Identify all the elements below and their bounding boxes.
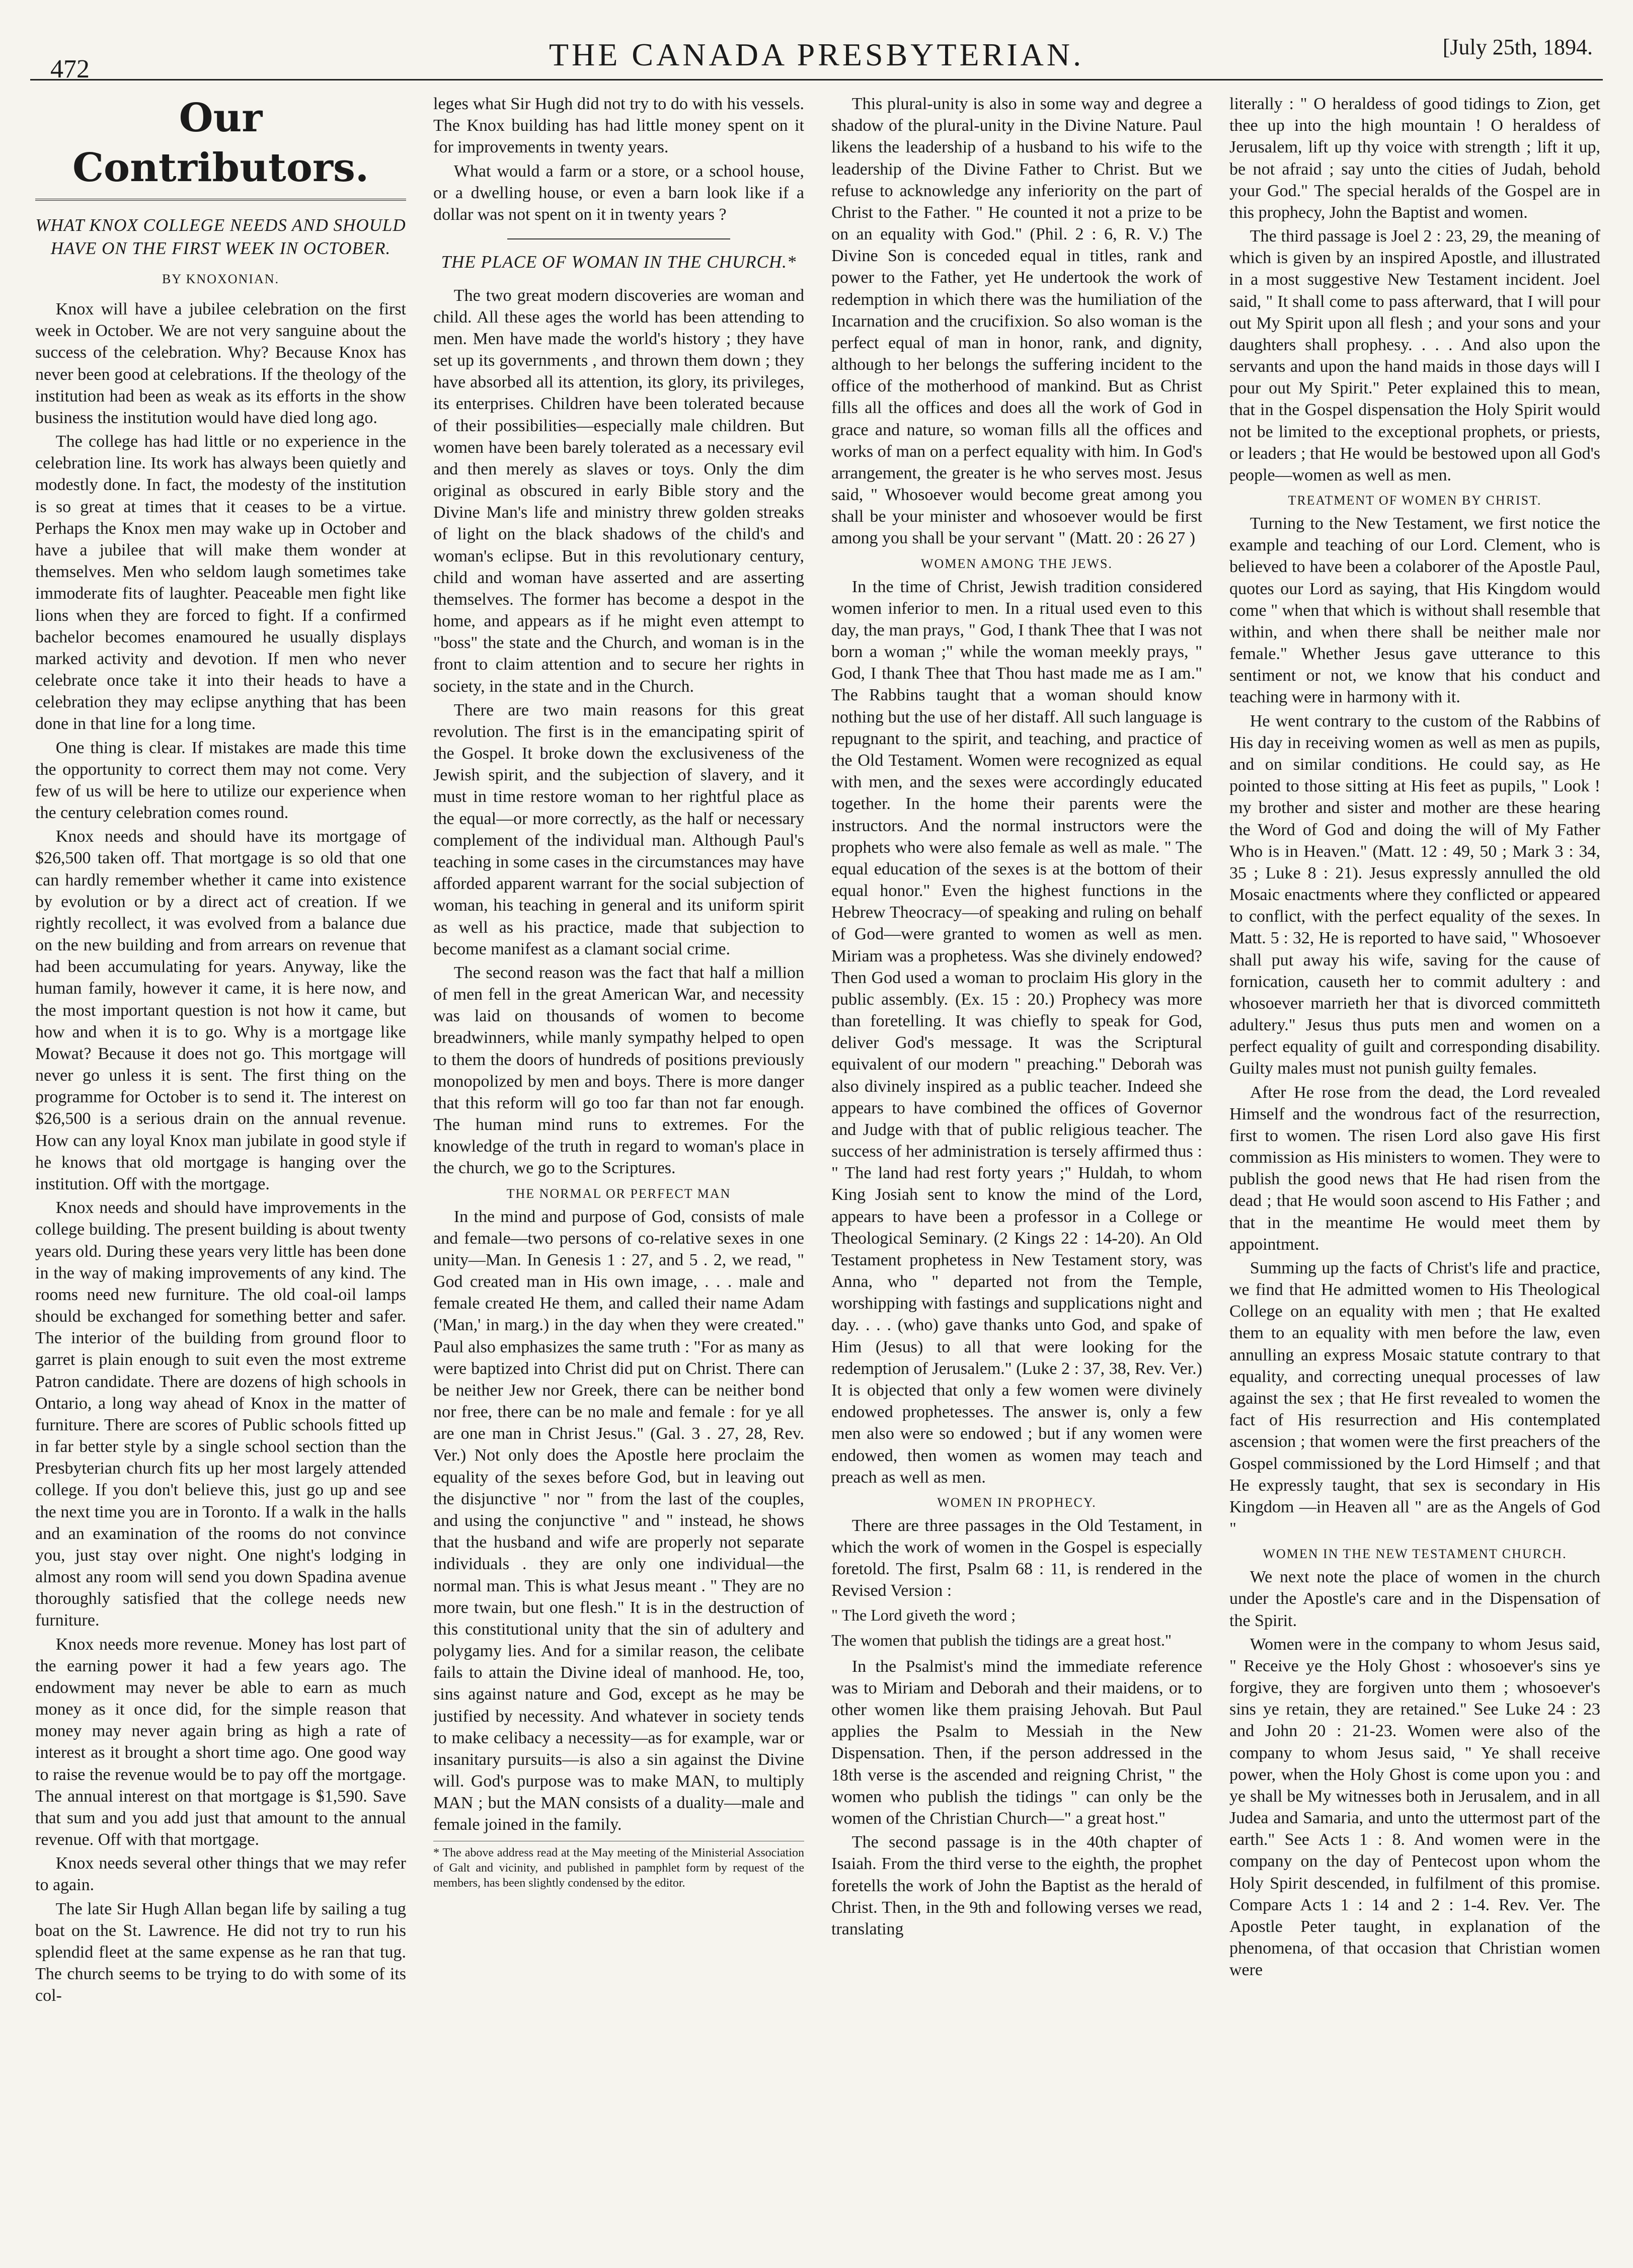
byline: BY KNOXONIAN. (162, 272, 280, 287)
column-1 (35, 93, 406, 2251)
paragraph: The college has had little or no experience in the celebration line. Its work has always been quietly and modestly done. In fact, the modesty of the institution is so great at times that it ceases to be a virtue. Perhaps the Knox men may wake up in October and have a jubilee that will make them wonder at themselves. Men who seldom laugh sometimes take immoderate fits of laughter. Peaceable men fight like lions when they are forced to fight. If a confirmed bachelor becomes enamoured he usually displays marked activity and devotion. If men who never celebrate once take it into their heads to have a celebration they may eclipse anything that has been done in that line for a long time. (35, 432, 406, 734)
column-3 (831, 93, 1202, 2251)
paragraph: We next note the place of women in the church under the Apostle's care and in the Dispensation of the Spirit. (1229, 1568, 1600, 1630)
paragraph: The two great modern discoveries are woman and child. All these ages the world has been attending to men. Men have made the world's history ; they have set up its governments , and thrown them down ; they have absorbed all its attention, its glory, its privileges, its enterprises. Children have been tolerated because of their possibilities—especially male children. But women have been barely tolerated as a necessary evil and then merely as slaves or toys. Only the dim original as obscured in early Bible story and the Divine Man's life and ministry threw golden streaks of light on the black shadows of the child's and woman's eclipse. But in this revolutionary century, child and woman have asserted and are asserting themselves. The former has become a despot in the home, and appears as if he might even attempt to "boss" the state and the Church, and woman is in the front to claim attention and to secure her rights in society, in the state and in the Church. (433, 286, 804, 696)
paragraph: There are three passages in the Old Testament, in which the work of women in the Gospel is especially foretold. The first, Psalm 68 : 11, is rendered in the Revised Version : (831, 1516, 1202, 1600)
column-4 (1229, 93, 1600, 2251)
paragraph: The third passage is Joel 2 : 23, 29, the meaning of which is given by an inspired Apostle, and illustrated in a most suggestive New Testament incident. Joel said, " It shall come to pass afterward, that I will pour out My Spirit upon all flesh ; and your sons and your daughters shall prophesy. . . . And also upon the servants and upon the hand maids in those days will I pour out My Spirit." Peter explained this to mean, that in the Gospel dispensation the Holy Spirit would not be limited to the exceptional prophets, or priests, or leaders ; that He would be bestowed upon all God's people—women as well as men. (1229, 227, 1600, 484)
paragraph: literally : " O heraldess of good tidings to Zion, get thee up into the high mountain ! O heraldess of Jerusalem, lift up thy voice with strength ; lift it up, be not afraid ; say unto the cities of Judah, behold your God." The special heralds of the Gospel are in this prophecy, John the Baptist and women. (1229, 95, 1600, 222)
article-title-knox: WHAT KNOX COLLEGE NEEDS AND SHOULD HAVE ON THE FIRST WEEK IN OCTOBER. (35, 215, 406, 258)
subheading: THE NORMAL OR PERFECT MAN (506, 1186, 731, 1201)
quote-line: The women that publish the tidings are a great host." (831, 1631, 1172, 1650)
subheading: WOMEN IN THE NEW TESTAMENT CHURCH. (1263, 1547, 1567, 1562)
paragraph: What would a farm or a store, or a school house, or a dwelling house, or even a barn look like if a dollar was not spent on it in twenty years ? (433, 161, 804, 224)
column-2 (433, 93, 804, 2251)
paragraph: The second reason was the fact that half a million of men fell in the great American War, and necessity was laid on thousands of women to become breadwinners, while manly sympathy helped to open to them the doors of hundreds of positions previously monopolized by men and boys. There is more danger that this reform will go too far than not far enough. The human mind runs to extremes. For the knowledge of the truth in regard to woman's place in the church, we go to the Scriptures. (433, 963, 804, 1178)
paragraph: In the time of Christ, Jewish tradition considered women inferior to men. In a ritual used even to this day, the man prays, " God, I thank Thee that I was not born a woman ;" while the woman meekly prays, " God, I thank Thee that Thou hast made me as I am." The Rabbins taught that a woman should know nothing but the use of her distaff. All such language is repugnant to the spirit, and teaching, and practice of the Old Testament. Women were recognized as equal with men, and the sexes were accordingly educated together. In the home their parents were the instructors. And the normal instructors were the prophets who were also female as well as male. " The equal education of the sexes is at the bottom of their equal honor." Even the highest functions in the Hebrew Theocracy—of speaking and ruling on behalf of God—were granted to women as well as men. Miriam was a prophetess. Was she divinely endowed? Then God used a woman to proclaim His glory in the public assembly. (Ex. 15 : 20.) Prophecy was more than foretelling. It was chiefly to speak for God, deliver God's message. It was the Scriptural equivalent of our modern " preaching." Deborah was also divinely inspired as a public teacher. Indeed she appears to have combined the offices of Governor and Judge with that of public religious teacher. The success of her administration is tersely affirmed thus : " The land had rest forty years ;" Huldah, to whom King Josiah sent to know the mind of the Lord, appears to have been a professor in a College or Theological Seminary. (2 Kings 22 : 14-20). An Old Testament prophetess in New Testament story, was Anna, who " departed not from the Temple, worshipping with fastings and supplications night and day. . . . (who) gave thanks unto God, and spake of Him (Jesus) to all that were looking for the redemption of Jerusalem." (Luke 2 : 37, 38, Rev. Ver.) It is objected that only a few women were divinely endowed prophetesses. The answer is, only a few men also were so endowed ; but if any women were endowed, then women as women may teach and preach as well as men. (831, 577, 1202, 1487)
quote-line: " The Lord giveth the word ; (831, 1605, 1016, 1624)
paragraph: The second passage is in the 40th chapter of Isaiah. From the third verse to the eighth, the prophet foretells the work of John the Baptist as the herald of Christ. Then, in the 9th and following verses we read, translating (831, 1833, 1202, 1938)
paragraph: Summing up the facts of Christ's life and practice, we find that He admitted women to His Theological College on an equality with men ; that He exalted them to an equality with men before the law, even annulling an express Mosaic statute contrary to that equality, and correcting unequal processes of law against the sex ; that He first revealed to women the fact of His resurrection and His contemplated ascension ; that women were the first preachers of the Gospel commissioned by the Lord Himself ; and that He expressly taught, that sex is secondary in His Kingdom —in Heaven all " are as the Angels of God " (1229, 1258, 1600, 1538)
paragraph: After He rose from the dead, the Lord revealed Himself and the wondrous fact of the resurrection, first to women. The risen Lord also gave His first commission as His ministers to women. They were to publish the good news that He had risen from the dead ; that He would soon ascend to His Father ; and that in the meantime He would meet them by appointment. (1229, 1083, 1600, 1254)
masthead (30, 25, 1603, 84)
paragraph: Women were in the company to whom Jesus said, " Receive ye the Holy Ghost : whosoever's sins ye forgive, they are forgiven unto them ; whosoever's sins ye retain, they are retained." See Luke 24 : 23 and John 20 : 21-23. Women were also of the company to whom Jesus said, " Ye shall receive power, when the Holy Ghost is come upon you : and ye shall be My witnesses both in Jerusalem, and in all Judea and Samaria, and unto the uttermost part of the earth." See Acts 1 : 8. And women were in the company on the day of Pentecost upon whom the Holy Spirit descended, in fulfilment of this promise. Compare Acts 1 : 14 and 2 : 1-4. Rev. Ver. The Apostle Peter taught, in explanation of the phenomena, of that occasion that Christian women were (1229, 1635, 1600, 1980)
paragraph: Knox will have a jubilee celebration on the first week in October. We are not very sanguine about the success of the celebration. Why? Because Knox has never been good at celebrations. If the theology of the institution had been as weak as its efforts in the show business the institution would have died long ago. (35, 300, 406, 427)
issue-date: [July 25th, 1894. (1442, 35, 1593, 59)
text-columns (35, 93, 1600, 2251)
page-number: 472 (50, 55, 90, 84)
subheading: TREATMENT OF WOMEN BY CHRIST. (1288, 493, 1542, 508)
paragraph: The late Sir Hugh Allan began life by sailing a tug boat on the St. Lawrence. He did not try to run his splendid fleet at the same expense as he ran that tug. The church seems to be trying to do with some of its col- (35, 1899, 406, 2005)
paragraph: Turning to the New Testament, we first notice the example and teaching of our Lord. Clement, who is believed to have been a colaborer of the Apostle Paul, quotes our Lord as saying, that His Kingdom would come " when that which is without shall resemble that within, and when there shall be neither male nor female." Whether Jesus gave utterance to this sentiment or not, we know that his conduct and teaching were in harmony with it. (1229, 514, 1600, 707)
paragraph: Knox needs and should have its mortgage of $26,500 taken off. That mortgage is so old that one can hardly remember whether it came into existence by evolution or by a direct act of creation. If we rightly recollect, it was evolved from a balance due on the new building and from arrears on revenue that had been accumulating for years. Anyway, like the human family, however it came, it is here now, and the most important question is not how it came, but how and when it is to go. Why is a mortgage like Mowat? Because it does not go. This mortgage will never go unless it is sent. The first thing on the programme for October is to send it. The interest on $26,500 is a serious drain on the annual revenue. How can any loyal Knox man jubilate in good style if he knows that old mortgage is hanging over the institution. Off with the mortgage. (35, 827, 406, 1193)
paragraph: Knox needs and should have improvements in the college building. The present building is about twenty years old. During these years very little has been done in the way of making improvements of any kind. The rooms need new furniture. The old coal-oil lamps should be exchanged for something better and safer. The interior of the building from ground floor to garret is plain enough to suit even the most extreme Patron candidate. There are dozens of high schools in Ontario, a long way ahead of Knox in the matter of furniture. There are scores of Public schools fitted up in far better style by a single school section than the Presbyterian church fits up her most largely attended college. If you don't believe this, just go up and see the next time you are in Toronto. If a walk in the halls and an examination of the rooms do not convince you, just stay over night. One night's lodging in almost any room will send you down Spadina avenue thoroughly satisfied that the college needs new furniture. (35, 1198, 406, 1630)
paragraph: This plural-unity is also in some way and degree a shadow of the plural-unity in the Divine Nature. Paul likens the leadership of a husband to his wife to the leadership of the Divine Father to Christ. But we refuse to acknowledge any inferiority on the part of Christ to the Father. " He counted it not a prize to be on an equality with God." (Phil. 2 : 6, R. V.) The Divine Son is conceded equal in titles, rank and power to the Father, yet He undertook the work of redemption in which there was the humiliation of the Incarnation and the crucifixion. So also woman is the perfect equal of man in honor, rank, and dignity, although to her belongs the suffering incident to the office of the motherhood of mankind. But as Christ fills all the offices and does all the work of God in grace and nature, so woman fills all the offices and works of man on a perfect equality with him. In God's arrangement, the greater is he who serves most. Jesus said, " Whosoever would become great among you shall be your minister and whosoever would be first among you shall be your servant " (Matt. 20 : 26 27 ) (831, 95, 1202, 548)
paper-title: THE CANADA PRESBYTERIAN. (549, 37, 1084, 72)
subheading: WOMEN AMONG THE JEWS. (921, 556, 1113, 571)
section-title: Our Contributors. (35, 93, 406, 201)
paragraph: leges what Sir Hugh did not try to do with his vessels. The Knox building has had little money spent on it for improvements in twenty years. (433, 95, 804, 157)
paragraph: He went contrary to the custom of the Rabbins of His day in receiving women as well as men as pupils, and on similar conditions. He could say, as He pointed to those sitting at His feet as pupils, " Look ! my brother and sister and mother are these hearing the Word of God and doing the will of My Father Who is in Heaven." (Matt. 12 : 49, 50 ; Mark 3 : 34, 35 ; Luke 8 : 21). Jesus expressly annulled the old Mosaic enactments where they conflicted or appeared to conflict, with the perfect equality of the sexes. In Matt. 5 : 32, He is reported to have said, " Whosoever shall put away his wife, saving for the cause of fornication, causeth her to commit adultery : and whosoever marrieth her that is divorced committeth adultery." Jesus thus puts men and women on a perfect equality of guilt and corresponding disability. Guilty males must not punish guilty females. (1229, 711, 1600, 1078)
divider (507, 238, 730, 239)
paragraph: There are two main reasons for this great revolution. The first is in the emancipating spirit of the Gospel. It broke down the exclusiveness of the Jewish spirit, and the subjection of slavery, and it must in time restore woman to her rightful place as the equal—or more correctly, as the half or necessary complement of the individual man. Although Paul's teaching in some cases in the circumstances may have afforded apparent warrant for the social subjection of woman, his teaching in general and its uniform spirit as well as his practice, made that subjection to become manifest as a clamant social crime. (433, 700, 804, 958)
paragraph: In the Psalmist's mind the immediate reference was to Miriam and Deborah and their maidens, or to other women like them praising Jehovah. But Paul applies the Psalm to Messiah in the New Dispensation. Then, if the person addressed in the 18th verse is the ascended and reigning Christ, " the women who publish the tidings " can only be the women of the Christian Church—" a great host." (831, 1657, 1202, 1828)
paragraph: One thing is clear. If mistakes are made this time the opportunity to correct them may not come. Very few of us will be here to utilize our experience when the century celebration comes round. (35, 738, 406, 823)
footnote: * The above address read at the May meeting of the Ministerial Association of Galt and vicinity, and published in pamphlet form by request of the members, has been slightly condensed by the editor. (433, 1841, 804, 1891)
article-title-woman: THE PLACE OF WOMAN IN THE CHURCH.* (441, 252, 797, 272)
paragraph: Knox needs more revenue. Money has lost part of the earning power it had a few years ago. The endowment may never be able to earn as much money as it once did, for the simple reason that money may never again bring as high a rate of interest as it brought a short time ago. One good way to raise the revenue would be to pay off the mortgage. The annual interest on that mortgage is $1,590. Save that sum and you add just that amount to the annual revenue. Off with that mortgage. (35, 1635, 406, 1849)
paragraph: In the mind and purpose of God, consists of male and female—two persons of co-relative sexes in one unity—Man. In Genesis 1 : 27, and 5 . 2, we read, " God created man in His own image, . . . male and female created He them, and called their name Adam ('Man,' in marg.) in the day when they were created." Paul also emphasizes the same truth : "For as many as were baptized into Christ did put on Christ. There can be neither Jew nor Greek, there can be neither bond nor free, there can be no male and female : for ye all are one man in Christ Jesus." (Gal. 3 . 27, 28, Rev. Ver.) Not only does the Apostle here proclaim the equality of the sexes before God, but in leaving out the disjunctive " nor " from the last of the couples, and using the conjunctive " and " instead, he shows that the husband and wife are properly not separate individuals . they are only one individual—the normal man. This is what Jesus meant . " They are no more twain, but one flesh." It is in the destruction of this constitutional unity that the sin of adultery and polygamy lies. And for a similar reason, the celibate fails to attain the Divine ideal of manhood. He, too, sins against nature and God, except as he may be justified by necessity. And whatever in society tends to make celibacy a necessity—as for example, war or insanitary pursuits—is also a sin against the Divine will. God's purpose was to make MAN, to multiply MAN ; but the MAN consists of a duality—male and female joined in the family. (433, 1207, 804, 1834)
paragraph: Knox needs several other things that we may refer to again. (35, 1854, 406, 1895)
subheading: WOMEN IN PROPHECY. (937, 1495, 1097, 1510)
